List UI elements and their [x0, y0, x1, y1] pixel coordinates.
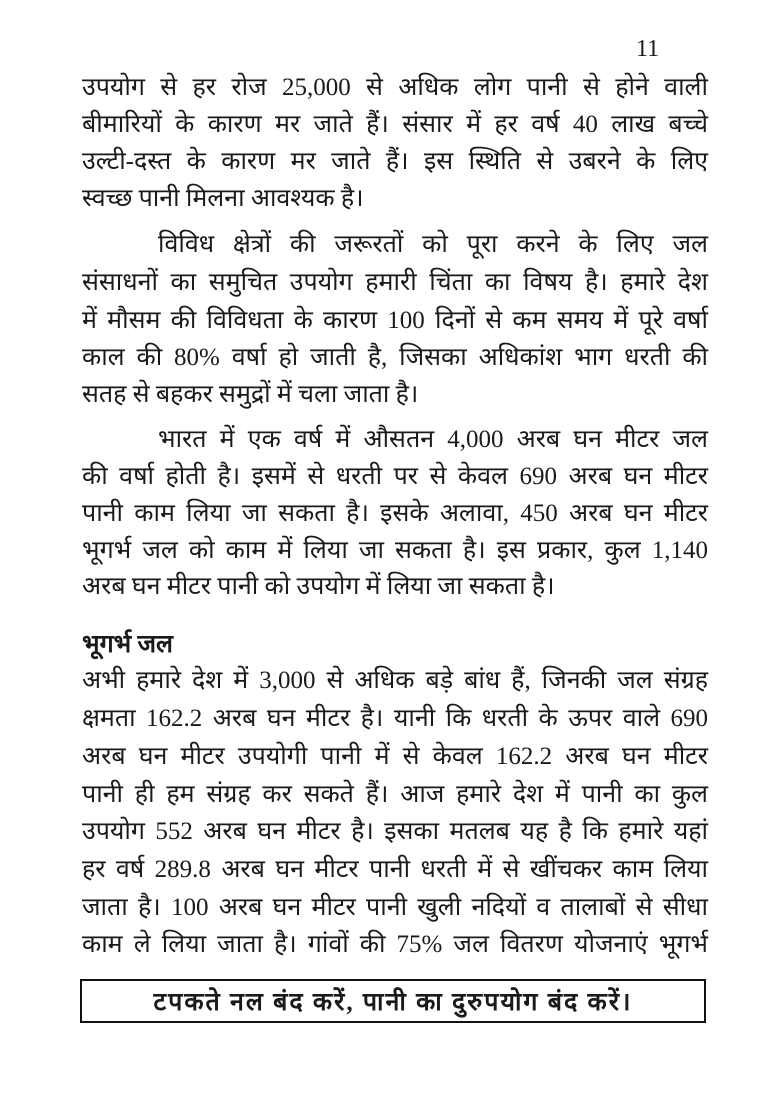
text-line: में मौसम की विविधता के कारण 100 दिनों से कम समय में पूरे वर्षा	[82, 307, 708, 334]
text-line: भूगर्भ जल को काम में लिया जा सकता है। इस प्रकार, कुल 1,140	[82, 537, 708, 564]
text-line: हर वर्ष 289.8 अरब घन मीटर पानी धरती में से खींचकर काम लिया	[82, 856, 708, 883]
text-line: संसाधनों का समुचित उपयोग हमारी चिंता का विषय है। हमारे देश	[82, 269, 708, 296]
text-line: अरब घन मीटर पानी को उपयोग में लिया जा सकता है।	[82, 573, 555, 600]
text-line: उपयोग से हर रोज 25,000 से अधिक लोग पानी से होने वाली	[82, 74, 708, 101]
text-line: भारत में एक वर्ष में औसतन 4,000 अरब घन मीटर जल	[158, 426, 708, 453]
page-number: 11	[636, 36, 660, 62]
text-line: उपयोग 552 अरब घन मीटर है। इसका मतलब यह है कि हमारे यहां	[82, 818, 708, 845]
text-line: सतह से बहकर समुद्रों में चला जाता है।	[82, 381, 419, 408]
text-line: की वर्षा होती है। इसमें से धरती पर से केवल 690 अरब घन मीटर	[82, 463, 708, 490]
text-line: जाता है। 100 अरब घन मीटर पानी खुली नदियों व तालाबों से सीधा	[82, 894, 708, 921]
text-line: अभी हमारे देश में 3,000 से अधिक बड़े बांध हैं, जिनकी जल संग्रह	[82, 667, 708, 694]
text-line: अरब घन मीटर उपयोगी पानी में से केवल 162.2 अरब घन मीटर	[82, 743, 708, 770]
section-heading: भूगर्भ जल	[82, 631, 173, 658]
footer-slogan: टपकते नल बंद करें, पानी का दुरुपयोग बंद करें।	[153, 989, 633, 1016]
text-line: विविध क्षेत्रों की जरूरतों को पूरा करने के लिए जल	[158, 231, 708, 258]
text-line: पानी ही हम संग्रह कर सकते हैं। आज हमारे देश में पानी का कुल	[82, 781, 708, 808]
text-line: बीमारियों के कारण मर जाते हैं। संसार में हर वर्ष 40 लाख बच्चे	[82, 111, 708, 138]
text-line: काम ले लिया जाता है। गांवों की 75% जल वितरण योजनाएं भूगर्भ	[82, 931, 708, 958]
text-line: काल की 80% वर्षा हो जाती है, जिसका अधिकांश भाग धरती की	[82, 344, 708, 371]
text-line: उल्टी-दस्त के कारण मर जाते हैं। इस स्थिति से उबरने के लिए	[82, 148, 708, 175]
text-line: स्वच्छ पानी मिलना आवश्यक है।	[82, 185, 364, 212]
text-line: क्षमता 162.2 अरब घन मीटर है। यानी कि धरती के ऊपर वाले 690	[82, 705, 708, 732]
text-line: पानी काम लिया जा सकता है। इसके अलावा, 450 अरब घन मीटर	[82, 500, 708, 527]
footer-slogan-box	[80, 979, 706, 1023]
